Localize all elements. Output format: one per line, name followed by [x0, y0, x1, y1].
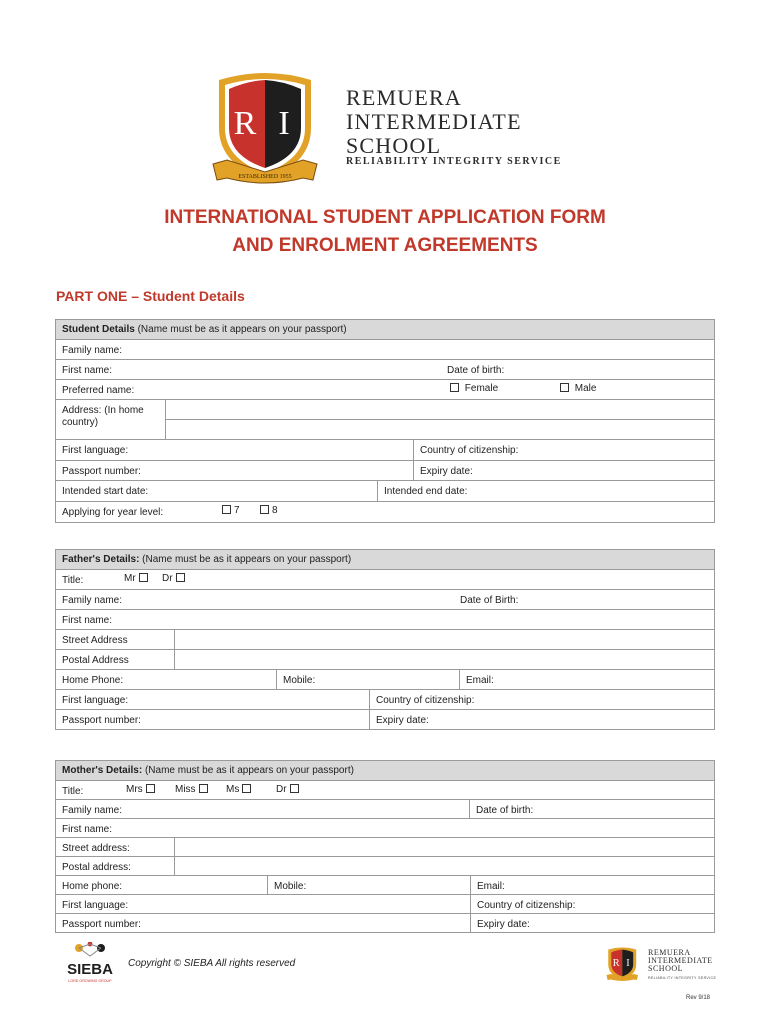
crest-ribbon-text: ESTABLISHED 1955 [238, 174, 292, 180]
svg-text:I: I [626, 958, 630, 970]
footer-school-motto: RELIABILITY INTEGRITY SERVICE [648, 976, 717, 980]
school-crest-icon [205, 68, 330, 193]
crest-letter-i: I [278, 105, 290, 142]
mrs-option[interactable]: Mrs [120, 781, 164, 799]
father-email-field[interactable]: Email: [459, 670, 714, 689]
part-one-heading: PART ONE – Student Details [56, 288, 245, 304]
mother-first-language-field[interactable]: First language: [62, 900, 129, 911]
father-postal-field[interactable] [174, 650, 714, 669]
mother-title-label: Title: [62, 786, 84, 797]
student-details-section [55, 319, 715, 523]
father-dob-field[interactable]: Date of Birth: [460, 595, 519, 606]
student-preferred-name-field[interactable]: Preferred name: [62, 385, 135, 396]
male-checkbox[interactable] [560, 383, 569, 392]
male-option[interactable]: Male [551, 380, 671, 399]
mr-option[interactable]: Mr [118, 570, 157, 589]
mother-email-field[interactable]: Email: [470, 876, 714, 894]
student-family-name-field[interactable]: Family name: [56, 339, 714, 359]
student-end-date-field[interactable]: Intended end date: [377, 481, 714, 501]
mother-dr-option[interactable]: Dr [270, 781, 308, 799]
father-street-label: Street Address [62, 635, 128, 646]
father-expiry-field[interactable]: Expiry date: [369, 710, 714, 729]
miss-option[interactable]: Miss [169, 781, 217, 799]
father-mobile-field[interactable]: Mobile: [276, 670, 459, 689]
father-title-label: Title: [62, 575, 84, 586]
father-dr-checkbox[interactable] [176, 573, 185, 582]
year-level-label: Applying for year level: [62, 507, 164, 518]
mother-home-phone-field[interactable]: Home phone: [62, 881, 123, 892]
female-checkbox[interactable] [450, 383, 459, 392]
father-first-name-field[interactable]: First name: [62, 615, 113, 626]
student-passport-field[interactable]: Passport number: [62, 466, 141, 477]
mother-citizenship-field[interactable]: Country of citizenship: [470, 895, 714, 913]
section-header: Mother's Details: (Name must be as it appears on your passport) [56, 761, 714, 780]
student-citizenship-field[interactable]: Country of citizenship: [413, 440, 714, 460]
mother-mobile-field[interactable]: Mobile: [267, 876, 470, 894]
school-logo [205, 68, 565, 193]
svg-text:R: R [612, 958, 620, 970]
revision-label: Rev 9/18 [686, 995, 711, 1001]
father-family-name-field[interactable]: Family name: [62, 595, 123, 606]
miss-checkbox[interactable] [199, 784, 208, 793]
school-name: REMUERA INTERMEDIATE SCHOOL [346, 85, 522, 158]
father-home-phone-field[interactable]: Home Phone: [62, 675, 124, 686]
sieba-wordmark: SIEBA [67, 961, 113, 978]
sieba-logo [60, 942, 120, 988]
mother-street-field[interactable] [174, 838, 714, 856]
mother-postal-label: Postal address: [62, 862, 131, 873]
father-citizenship-field[interactable]: Country of citizenship: [369, 690, 714, 709]
mother-postal-field[interactable] [174, 857, 714, 875]
page-title: INTERNATIONAL STUDENT APPLICATION FORM AND ENROLMENT AGREEMENTS [164, 207, 606, 256]
mother-dob-field[interactable]: Date of birth: [469, 800, 714, 818]
year-8-option[interactable]: 8 [251, 502, 284, 522]
father-details-section [55, 549, 715, 730]
mother-passport-field[interactable]: Passport number: [62, 919, 141, 930]
section-header: Father's Details: (Name must be as it appears on your passport) [56, 550, 714, 569]
ms-checkbox[interactable] [242, 784, 251, 793]
mother-first-name-field[interactable]: First name: [62, 824, 113, 835]
sieba-tagline: LORD GROWING GROUP [68, 979, 112, 983]
father-dr-option[interactable]: Dr [156, 570, 194, 589]
student-expiry-field[interactable]: Expiry date: [413, 461, 714, 480]
father-postal-label: Postal Address [62, 655, 129, 666]
footer-school-crest-icon [603, 946, 643, 984]
mother-dr-checkbox[interactable] [290, 784, 299, 793]
mother-family-name-field[interactable]: Family name: [62, 805, 123, 816]
mother-expiry-field[interactable]: Expiry date: [470, 914, 714, 932]
year-8-checkbox[interactable] [260, 505, 269, 514]
mr-checkbox[interactable] [139, 573, 148, 582]
mother-details-section [55, 760, 715, 933]
mother-street-label: Street address: [62, 843, 130, 854]
copyright-text: Copyright © SIEBA All rights reserved [128, 958, 296, 969]
crest-letter-r: R [233, 105, 257, 142]
father-street-field[interactable] [174, 630, 714, 649]
student-start-date-field[interactable]: Intended start date: [62, 486, 149, 497]
student-first-language-field[interactable]: First language: [62, 445, 129, 456]
year-7-option[interactable]: 7 [213, 502, 246, 522]
year-7-checkbox[interactable] [222, 505, 231, 514]
school-motto: RELIABILITY INTEGRITY SERVICE [346, 156, 562, 167]
mrs-checkbox[interactable] [146, 784, 155, 793]
father-passport-field[interactable]: Passport number: [62, 715, 141, 726]
section-header: Student Details (Name must be as it appears on your passport) [56, 320, 714, 339]
student-first-name-field[interactable]: First name: [62, 365, 113, 376]
female-option[interactable]: Female [441, 380, 551, 399]
student-dob-field[interactable]: Date of birth: [447, 365, 505, 376]
student-address-label: Address: (In home country) [62, 405, 144, 428]
ms-option[interactable]: Ms [220, 781, 260, 799]
father-first-language-field[interactable]: First language: [62, 695, 129, 706]
footer-school-name: REMUERA INTERMEDIATE SCHOOL [648, 948, 713, 973]
